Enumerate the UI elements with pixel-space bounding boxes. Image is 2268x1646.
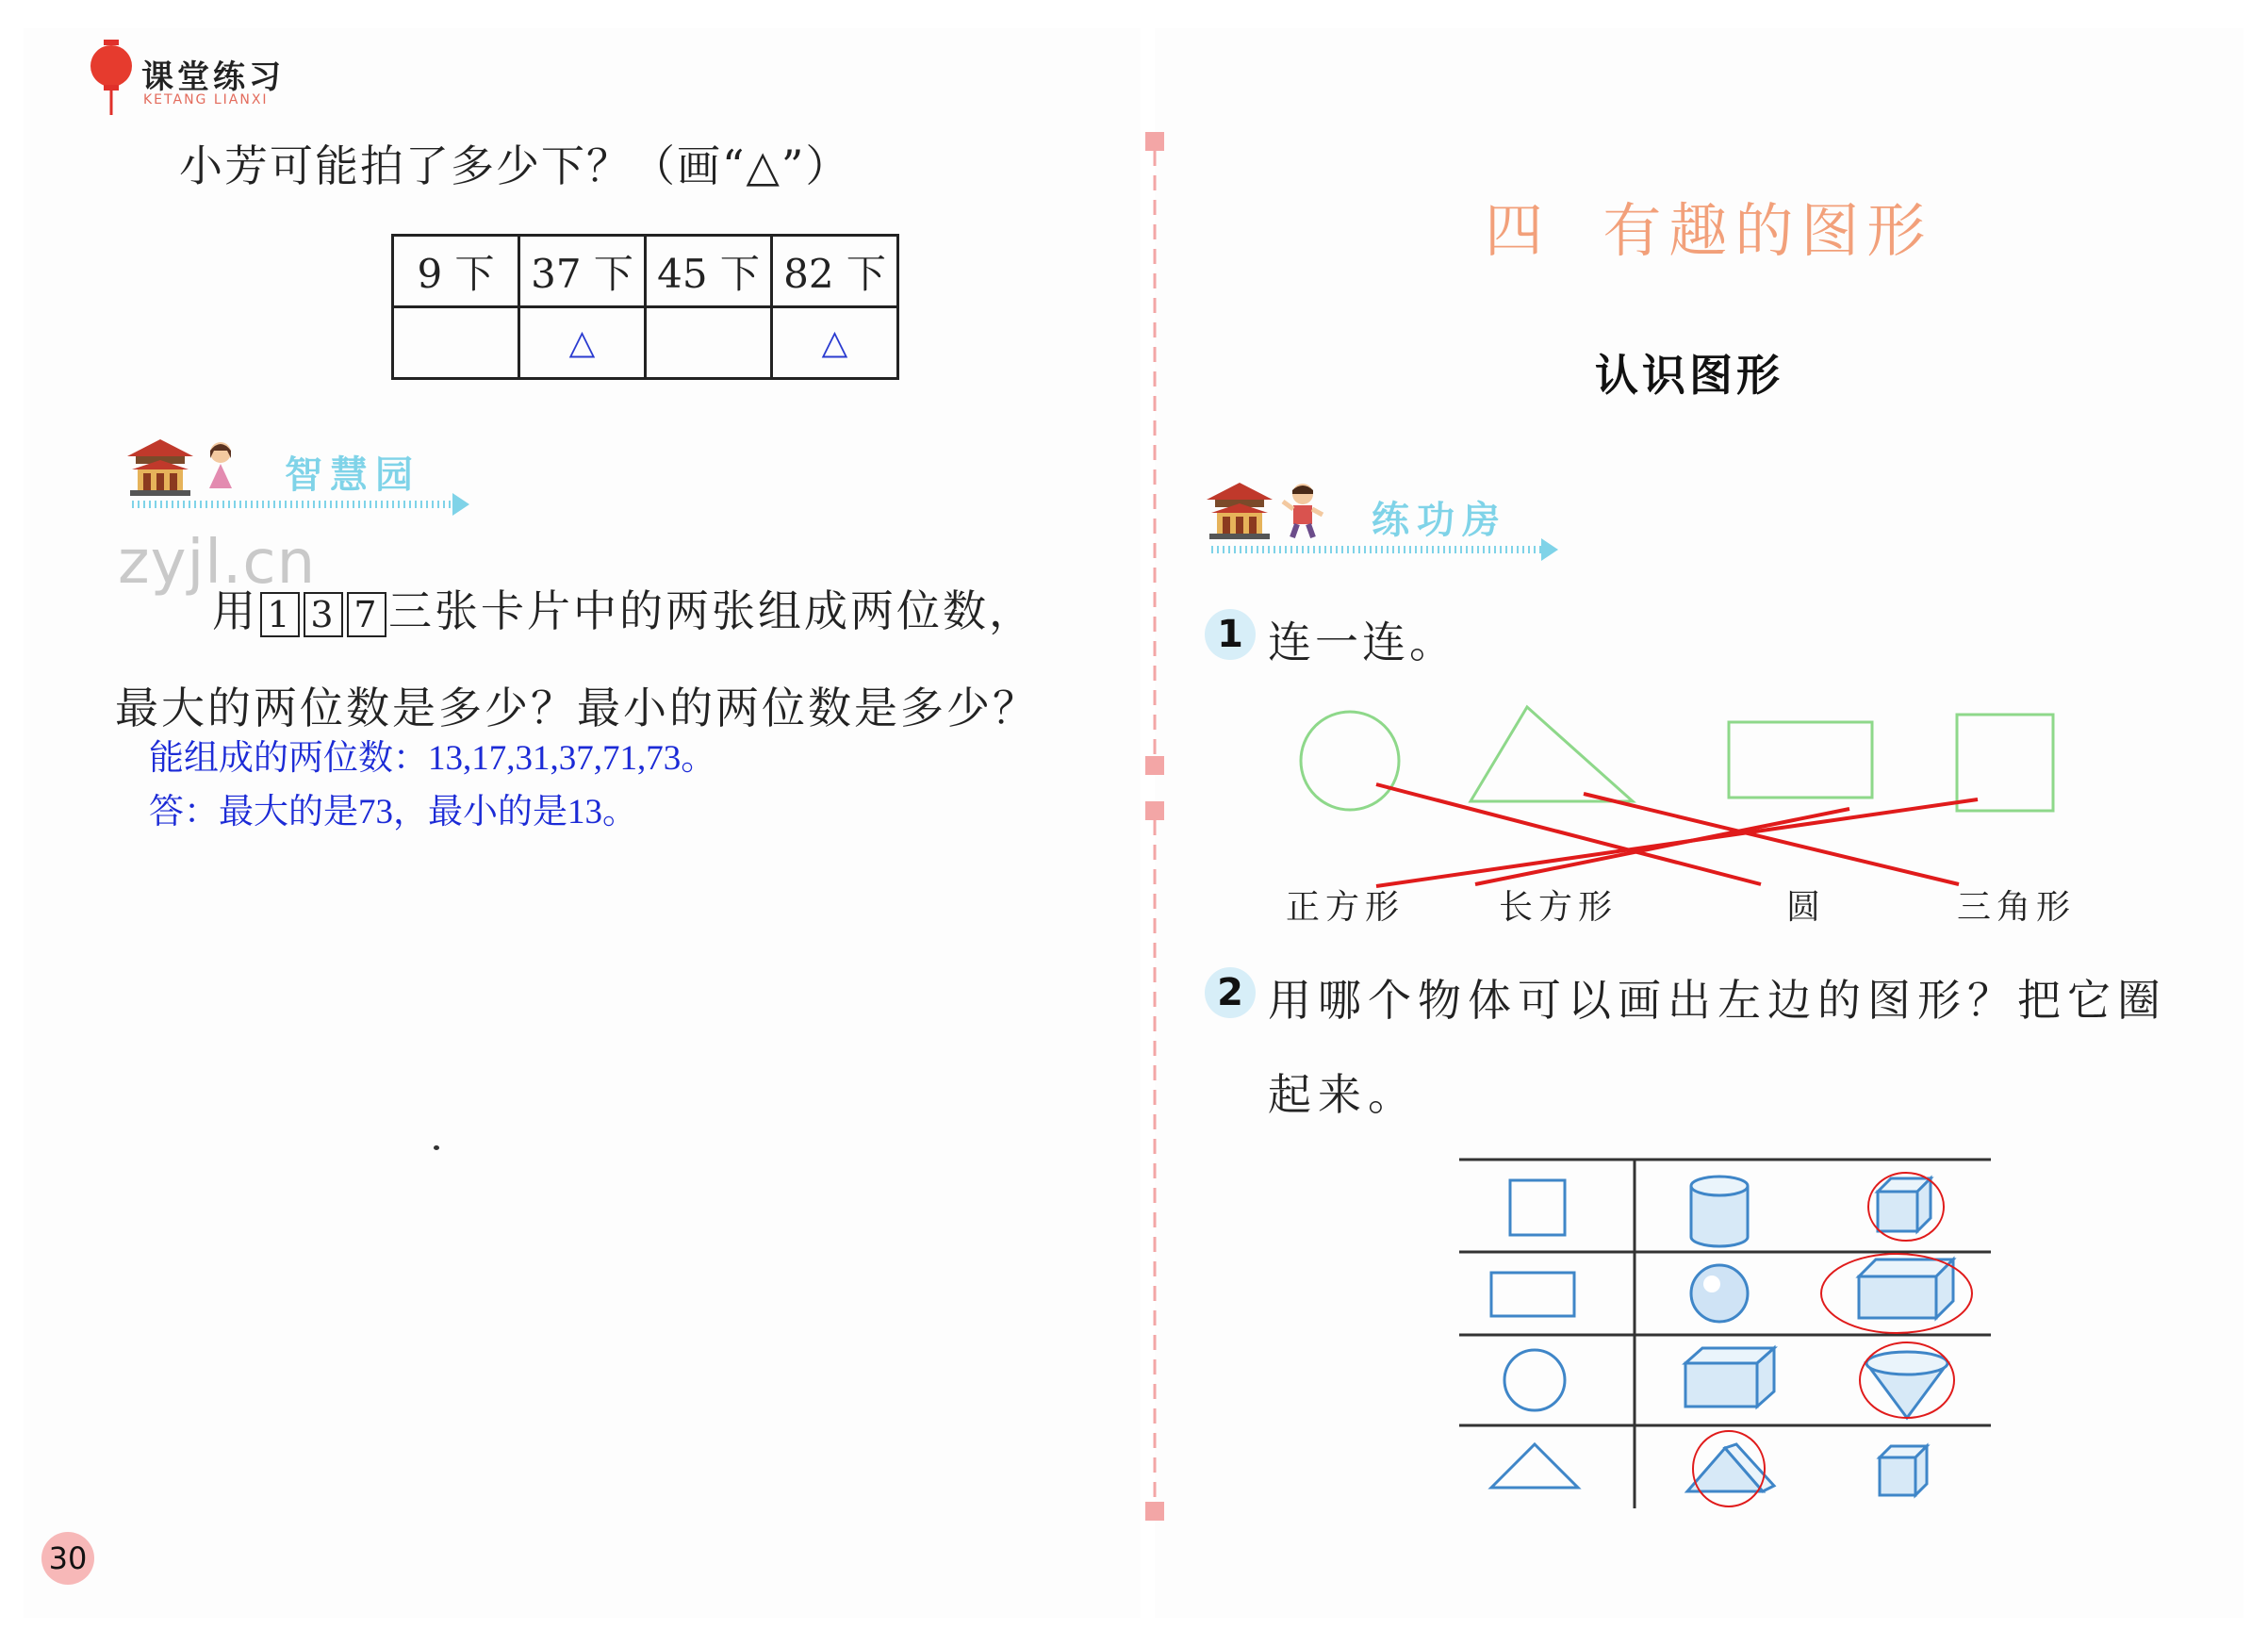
lantern-icon xyxy=(83,38,140,118)
answer-line-1: 能组成的两位数：13,17,31,37,71,73。 xyxy=(149,739,716,778)
section-label-wisdom: 智慧园 xyxy=(285,453,420,497)
square-outline xyxy=(1510,1180,1565,1235)
question-2-badge xyxy=(1205,967,1256,1018)
table-header-cell: 82 下 xyxy=(772,236,898,307)
question-1-text: 小芳可能拍了多少下？（画“△”） xyxy=(179,140,851,191)
cuboid-object-lying xyxy=(1685,1348,1774,1407)
header-subtitle: KETANG LIANXI xyxy=(143,92,269,107)
page-divider xyxy=(1137,123,1175,1537)
rectangle-shape xyxy=(1729,722,1872,798)
header-title: 课堂练习 xyxy=(141,58,285,96)
triangle-outline xyxy=(1491,1444,1578,1488)
circle-shape xyxy=(1301,712,1399,810)
shape-label: 长方形 xyxy=(1499,888,1619,927)
table-row xyxy=(393,236,898,307)
match-line xyxy=(1376,784,1761,884)
triangle-shape xyxy=(1471,707,1633,801)
tally-table xyxy=(391,234,899,380)
triangle-mark-cell xyxy=(393,307,519,379)
chapter-title: 四 有趣的图形 xyxy=(1485,196,1933,265)
number-card: 3 xyxy=(304,592,343,637)
section-label-practice: 练功房 xyxy=(1372,499,1507,542)
table-row xyxy=(393,307,898,379)
cuboid-object xyxy=(1859,1259,1953,1318)
question-1-badge xyxy=(1205,609,1256,660)
cone-object xyxy=(1866,1352,1948,1418)
triangle-mark-cell xyxy=(646,307,772,379)
dotted-arrow-icon xyxy=(123,490,471,518)
section-banner-wisdom xyxy=(123,436,471,520)
table-header-cell: 37 下 xyxy=(519,236,646,307)
question-2-number: 2 xyxy=(1217,971,1243,1014)
object-selection-table xyxy=(1452,1150,1998,1508)
section-banner-practice xyxy=(1202,479,1560,564)
match-line xyxy=(1584,794,1959,884)
girl-icon xyxy=(202,439,239,496)
number-card: 1 xyxy=(260,592,300,637)
boy-icon xyxy=(1281,481,1324,539)
card-problem-line2: 最大的两位数是多少？最小的两位数是多少？ xyxy=(115,683,1039,733)
stray-dot xyxy=(434,1145,439,1150)
square-shape xyxy=(1957,715,2053,811)
number-card: 7 xyxy=(347,592,386,637)
header-logo xyxy=(83,38,328,118)
page-number: 30 xyxy=(48,1540,88,1576)
card-problem-line1 xyxy=(212,577,1035,639)
problem-suffix: 三张卡片中的两张组成两位数， xyxy=(388,585,1035,636)
table-header-cell: 45 下 xyxy=(646,236,772,307)
cube-object-small xyxy=(1878,1178,1931,1231)
question-2-prompt-line2: 起来。 xyxy=(1268,1069,1418,1120)
shape-label: 圆 xyxy=(1786,888,1827,927)
answer-line-2: 答：最大的是73，最小的是13。 xyxy=(149,793,637,831)
page-number-badge xyxy=(41,1532,94,1585)
match-line xyxy=(1376,799,1978,886)
triangle-mark-cell: △ xyxy=(519,307,646,379)
watermark: zyjl.cn xyxy=(118,528,317,598)
table-header-cell: 9 下 xyxy=(393,236,519,307)
lesson-title: 认识图形 xyxy=(1595,350,1783,401)
problem-prefix: 用 xyxy=(212,585,258,636)
dotted-arrow-icon xyxy=(1202,535,1560,564)
circle-outline xyxy=(1504,1350,1565,1410)
shape-label: 三角形 xyxy=(1957,888,2077,927)
sphere-object xyxy=(1691,1265,1748,1322)
rectangle-outline xyxy=(1491,1273,1574,1316)
cube-object xyxy=(1880,1446,1927,1495)
question-1-prompt: 连一连。 xyxy=(1268,617,1456,667)
question-1-number: 1 xyxy=(1217,613,1243,656)
triangle-mark-cell: △ xyxy=(772,307,898,379)
question-2-prompt-line1: 用哪个物体可以画出左边的图形？把它圈 xyxy=(1268,975,2167,1026)
shape-label: 正方形 xyxy=(1286,888,1405,927)
cylinder-object xyxy=(1691,1177,1748,1246)
